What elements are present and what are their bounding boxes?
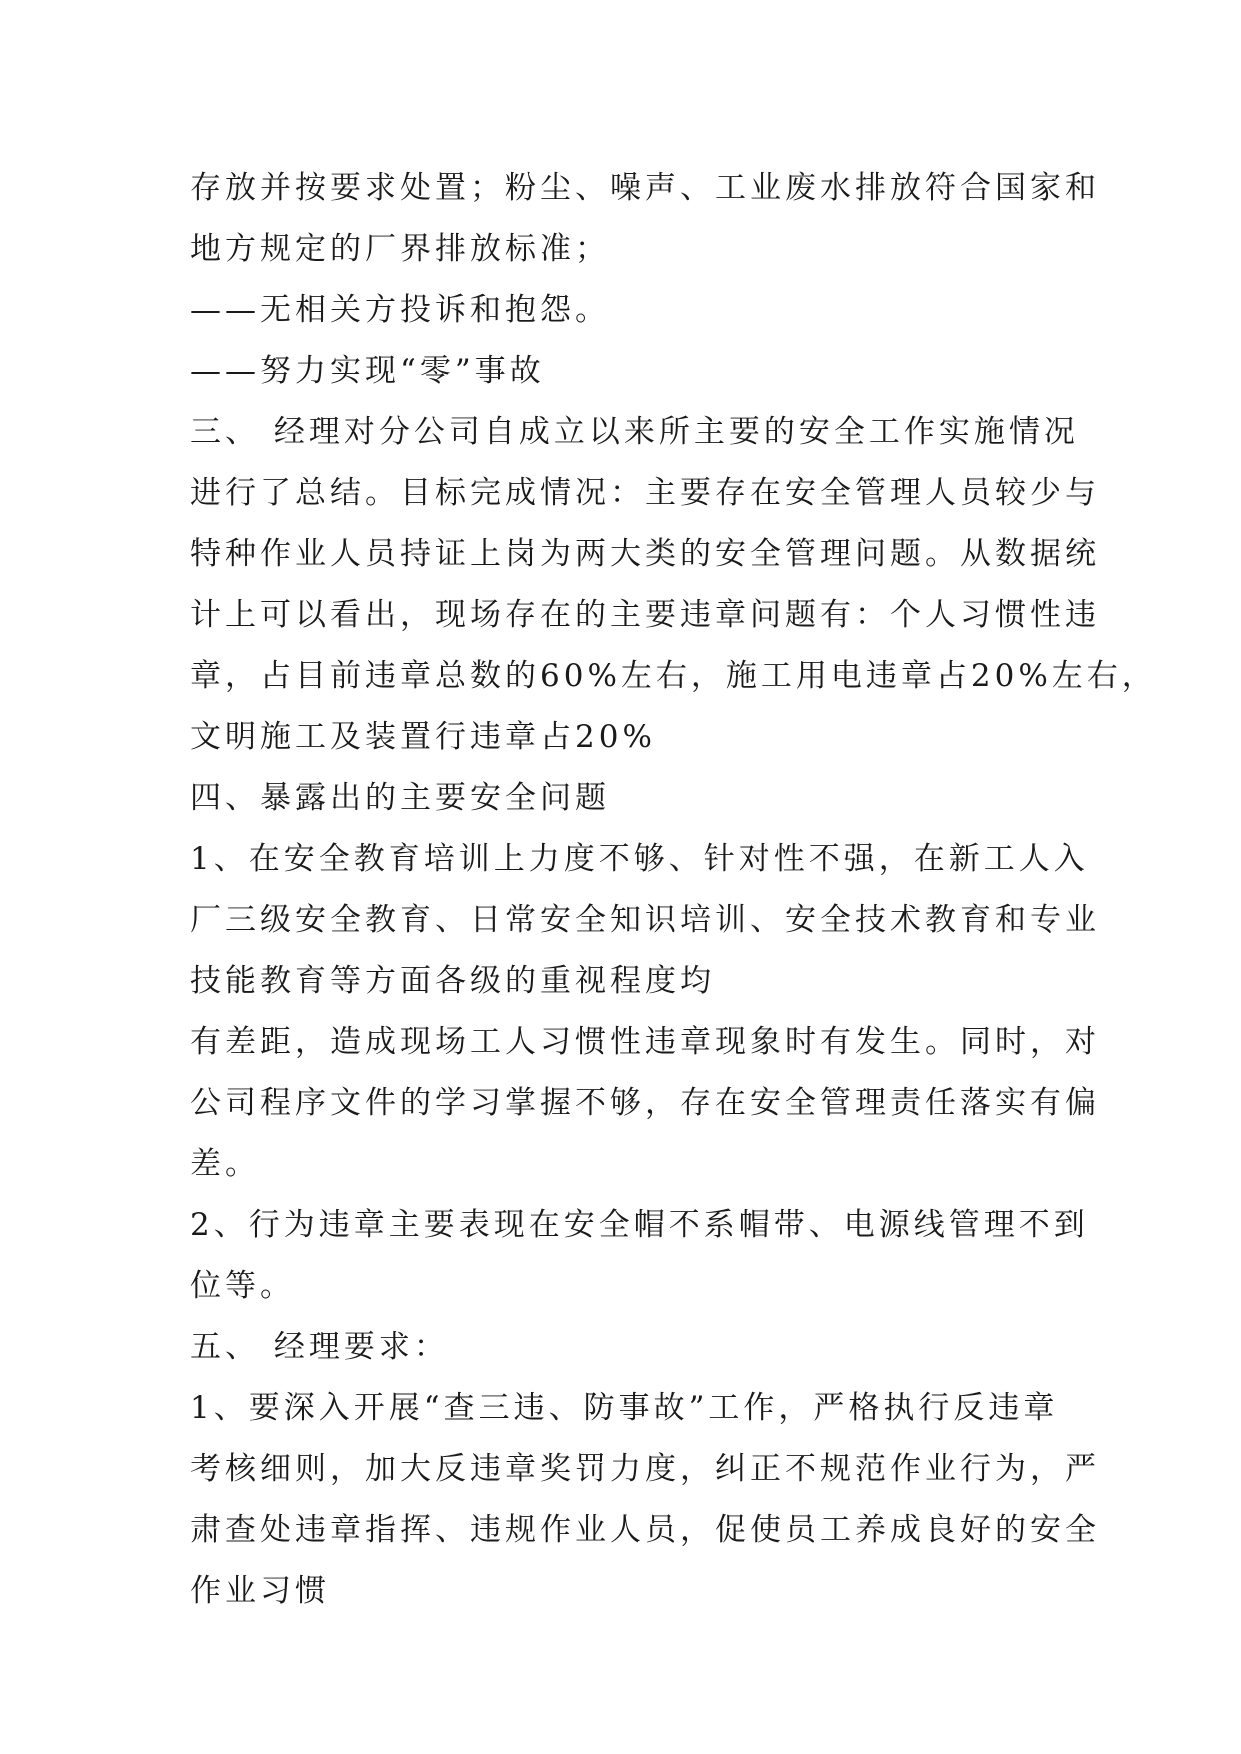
section-heading: 四、暴露出的主要安全问题 (190, 780, 610, 816)
text-line: 考核细则，加大反违章奖罚力度，纠正不规范作业行为，严 (190, 1451, 1100, 1487)
text-line: 差。 (190, 1146, 260, 1182)
list-item-line: 2、行为违章主要表现在安全帽不系帽带、电源线管理不到 (190, 1207, 1089, 1243)
text-line: 肃查处违章指挥、违规作业人员，促使员工养成良好的安全 (190, 1512, 1100, 1548)
text-line: 作业习惯 (190, 1573, 330, 1609)
list-item-line: 1、在安全教育培训上力度不够、针对性不强，在新工人入 (190, 841, 1089, 877)
document-body (190, 158, 1157, 1622)
text-line: 文明施工及装置行违章占20% (190, 719, 656, 755)
text-line: 位等。 (190, 1268, 295, 1304)
text-line: 厂三级安全教育、日常安全知识培训、安全技术教育和专业 (190, 902, 1100, 938)
text-line: 计上可以看出，现场存在的主要违章问题有：个人习惯性违 (190, 597, 1100, 633)
text-line: 存放并按要求处置；粉尘、噪声、工业废水排放符合国家和 (190, 170, 1100, 206)
text-line: 技能教育等方面各级的重视程度均 (190, 963, 715, 999)
text-line: 有差距，造成现场工人习惯性违章现象时有发生。同时，对 (190, 1024, 1100, 1060)
text-line: ——无相关方投诉和抱怨。 (190, 292, 610, 328)
text-line: 公司程序文件的学习掌握不够，存在安全管理责任落实有偏 (190, 1085, 1100, 1121)
text-line: 特种作业人员持证上岗为两大类的安全管理问题。从数据统 (190, 536, 1100, 572)
list-item-line: 1、要深入开展“查三违、防事故”工作，严格执行反违章 (190, 1390, 1059, 1426)
text-line: 地方规定的厂界排放标准； (190, 231, 610, 267)
text-line: ——努力实现“零”事故 (190, 353, 545, 389)
section-heading: 五、 经理要求： (190, 1329, 449, 1365)
text-line: 进行了总结。目标完成情况：主要存在安全管理人员较少与 (190, 475, 1100, 511)
text-line: 章，占目前违章总数的60%左右，施工用电违章占20%左右， (190, 658, 1157, 694)
section-heading: 三、 经理对分公司自成立以来所主要的安全工作实施情况 (190, 414, 1079, 450)
